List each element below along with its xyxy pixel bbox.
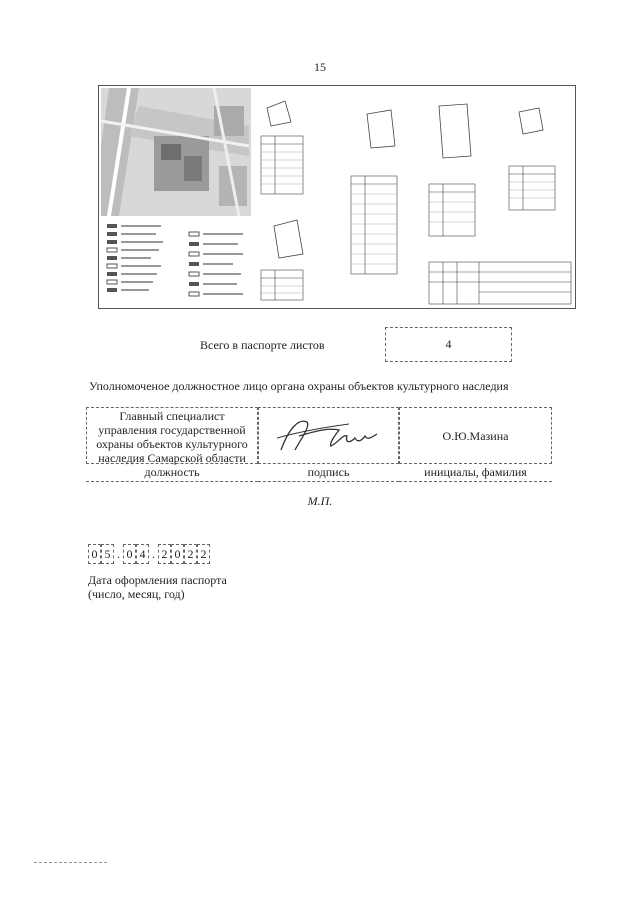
signature-table	[86, 407, 552, 481]
position-line: Главный специалист	[119, 409, 225, 423]
date-digit: 0	[123, 544, 136, 564]
date-label-line: (число, месяц, год)	[88, 587, 185, 601]
date-label	[88, 573, 227, 601]
signature-cell	[258, 407, 399, 464]
date-digit: 4	[136, 544, 149, 564]
position-caption: должность	[86, 464, 258, 482]
page-number: 15	[314, 60, 326, 74]
sheets-count-value: 4	[385, 327, 512, 362]
signature-caption: подпись	[258, 464, 399, 482]
name-cell: О.Ю.Мазина	[399, 407, 552, 464]
date-digit: 2	[184, 544, 197, 564]
date-digit: 0	[88, 544, 101, 564]
official-heading: Уполномоченое должностное лицо органа охраны объектов культурного наследия	[89, 379, 509, 393]
footer-rule	[34, 862, 107, 863]
title-block	[429, 262, 571, 304]
position-line: охраны объектов культурного	[96, 437, 248, 451]
aerial-map	[101, 88, 251, 216]
date-digit: 0	[171, 544, 184, 564]
coordinate-tables	[261, 136, 555, 300]
site-plan-image	[98, 85, 576, 309]
position-line: управления государственной	[98, 423, 246, 437]
date-label-line: Дата оформления паспорта	[88, 573, 227, 587]
sheets-count-label: Всего в паспорте листов	[200, 338, 325, 352]
date-separator: .	[117, 547, 120, 561]
date-boxes	[88, 544, 210, 564]
date-digit: 5	[101, 544, 114, 564]
position-line: наследия Самарской области	[98, 451, 246, 465]
parcel-sketches	[267, 101, 543, 258]
stamp-mark: М.П.	[307, 494, 333, 508]
map-legend	[107, 224, 243, 296]
date-digit: 2	[158, 544, 171, 564]
date-digit: 2	[197, 544, 210, 564]
date-separator: .	[152, 547, 155, 561]
name-caption: инициалы, фамилия	[399, 464, 552, 482]
position-cell	[86, 407, 258, 464]
handwritten-signature	[259, 408, 400, 465]
